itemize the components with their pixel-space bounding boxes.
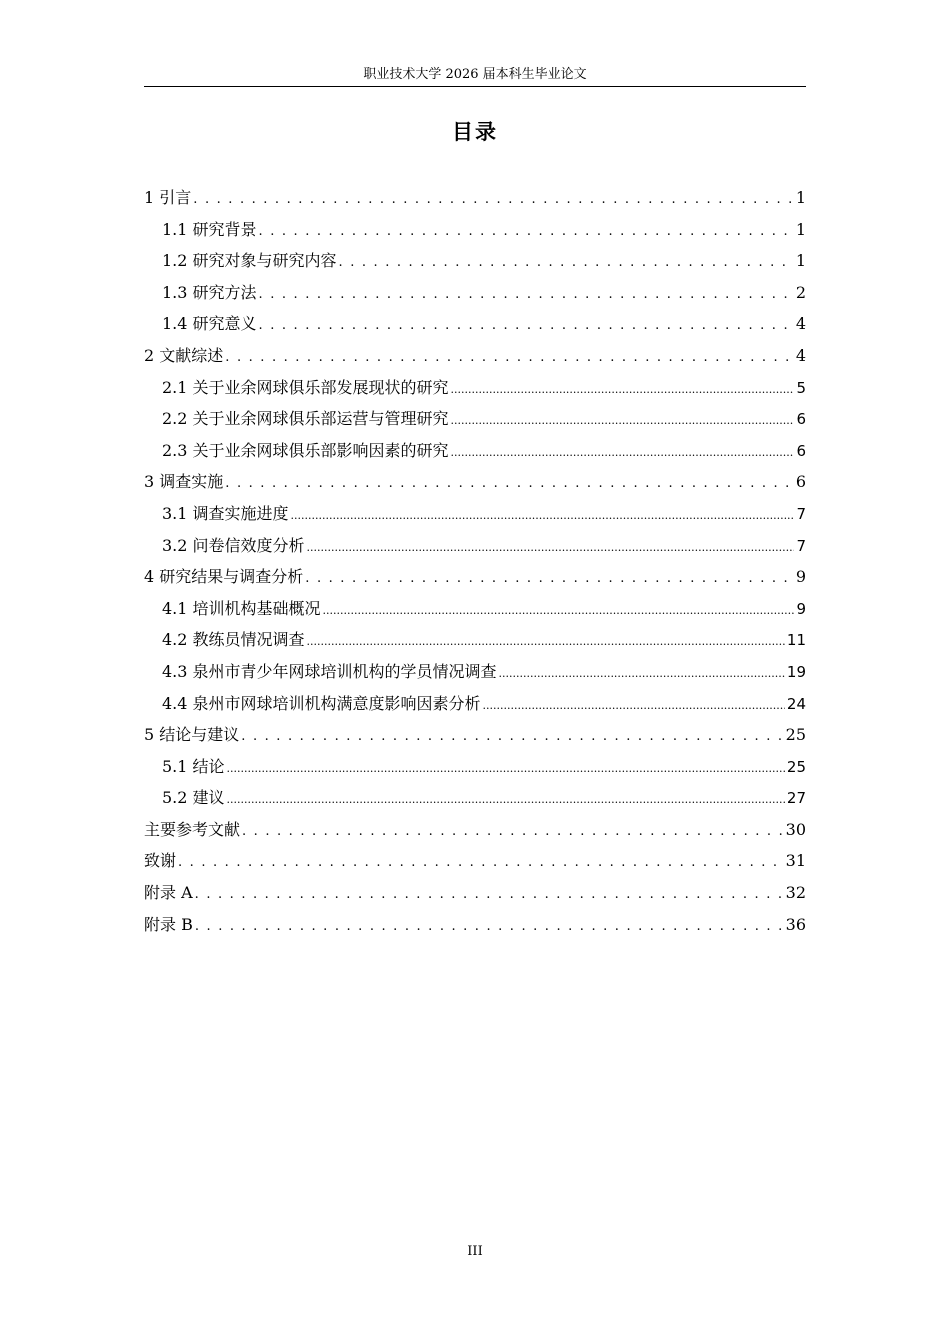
toc-entry-label: 2 文献综述	[144, 345, 224, 365]
page-header: 职业技术大学 2026 届本科生毕业论文	[363, 67, 587, 82]
toc-entry-page: 30	[785, 819, 806, 839]
toc-entry-label: 5.2 建议	[162, 788, 225, 808]
toc-leader-dots	[178, 845, 784, 879]
toc-entry[interactable]	[144, 372, 806, 404]
toc-leader-dots	[227, 751, 785, 785]
toc-entry-label: 4.2 教练员情况调查	[162, 630, 305, 650]
toc-entry[interactable]	[144, 561, 806, 593]
toc-leader-dots	[451, 372, 795, 406]
toc-leader-dots	[483, 688, 785, 722]
toc-entry-label: 致谢	[144, 851, 177, 871]
toc-entry-page: 11	[786, 631, 806, 650]
toc-leader-dots	[451, 435, 795, 469]
toc-entry[interactable]	[144, 403, 806, 435]
toc-entry-label: 5 结论与建议	[144, 725, 240, 745]
toc-entry-page: 25	[785, 725, 806, 745]
toc-entry-label: 2.3 关于业余网球俱乐部影响因素的研究	[162, 440, 449, 460]
toc-entry-label: 2.1 关于业余网球俱乐部发展现状的研究	[162, 377, 449, 397]
toc-entry[interactable]	[144, 751, 806, 783]
toc-leader-dots	[225, 466, 794, 500]
toc-entry[interactable]	[144, 845, 806, 877]
toc-entry-label: 2.2 关于业余网球俱乐部运营与管理研究	[162, 409, 449, 429]
toc-entry[interactable]	[144, 814, 806, 846]
toc-entry[interactable]	[144, 530, 806, 562]
toc-entry-page: 31	[785, 851, 806, 871]
header-rule	[144, 86, 806, 87]
toc-entry[interactable]	[144, 435, 806, 467]
toc-entry-page: 5	[796, 378, 806, 397]
toc-entry-label: 3 调查实施	[144, 472, 224, 492]
toc-entry-page: 6	[796, 441, 806, 460]
toc-entry-page: 19	[786, 662, 806, 681]
toc-entry-page: 6	[796, 410, 806, 429]
toc-leader-dots	[195, 909, 784, 943]
toc-entry-page: 2	[795, 282, 806, 302]
toc-leader-dots	[307, 624, 785, 658]
toc-leader-dots	[259, 214, 794, 248]
toc-entry-label: 4 研究结果与调查分析	[144, 567, 304, 587]
toc-entry-label: 主要参考文献	[144, 819, 241, 839]
toc-entry-label: 5.1 结论	[162, 756, 225, 776]
toc-entry[interactable]	[144, 466, 806, 498]
toc-entry-label: 4.3 泉州市青少年网球培训机构的学员情况调查	[162, 661, 497, 681]
toc-entry[interactable]	[144, 593, 806, 625]
toc-leader-dots	[193, 182, 794, 216]
toc-entry[interactable]	[144, 782, 806, 814]
toc-entry-page: 4	[795, 314, 806, 334]
toc-entry-page: 6	[795, 472, 806, 492]
toc-entry[interactable]	[144, 498, 806, 530]
toc-entry-page: 32	[785, 883, 806, 903]
toc-leader-dots	[305, 561, 794, 595]
toc-leader-dots	[225, 340, 794, 374]
toc-title: 目录	[452, 120, 498, 144]
toc-entry-page: 25	[786, 757, 806, 776]
toc-entry[interactable]	[144, 214, 806, 246]
toc-entry-page: 9	[796, 599, 806, 618]
toc-entry-page: 7	[796, 504, 806, 523]
toc-entry-label: 1.3 研究方法	[162, 282, 257, 302]
toc-entry-page: 27	[786, 789, 806, 808]
toc-entry-label: 4.4 泉州市网球培训机构满意度影响因素分析	[162, 693, 481, 713]
toc-entry-page: 7	[796, 536, 806, 555]
toc-entry-page: 1	[795, 219, 806, 239]
toc-leader-dots	[323, 593, 795, 627]
toc-entry[interactable]	[144, 277, 806, 309]
toc-leader-dots	[259, 277, 794, 311]
toc-entry-label: 1.1 研究背景	[162, 219, 257, 239]
toc-entry-label: 3.1 调查实施进度	[162, 503, 289, 523]
toc-entry-label: 1.2 研究对象与研究内容	[162, 251, 337, 271]
toc-entry[interactable]	[144, 340, 806, 372]
toc-entry[interactable]	[144, 656, 806, 688]
toc-entry-label: 1 引言	[144, 188, 192, 207]
toc-entry-page: 4	[795, 345, 806, 365]
toc-entry-label: 附录 A	[144, 883, 193, 903]
toc-entry[interactable]	[144, 182, 806, 214]
toc-entry-label: 附录 B	[144, 914, 193, 934]
toc-leader-dots	[241, 719, 783, 753]
toc-entry[interactable]	[144, 308, 806, 340]
toc-entry[interactable]	[144, 909, 806, 941]
toc-entry-page: 24	[786, 694, 806, 713]
toc-entry[interactable]	[144, 245, 806, 277]
toc-leader-dots	[259, 308, 794, 342]
toc-entry-page: 9	[795, 567, 806, 587]
toc-leader-dots	[499, 656, 785, 690]
page-number: III	[467, 1244, 483, 1259]
toc-entry-label: 3.2 问卷信效度分析	[162, 535, 305, 555]
toc-leader-dots	[339, 245, 794, 279]
toc-entry[interactable]	[144, 624, 806, 656]
toc-leader-dots	[307, 530, 795, 564]
toc-entry-label: 4.1 培训机构基础概况	[162, 598, 321, 618]
toc-leader-dots	[227, 782, 785, 816]
toc-leader-dots	[451, 403, 795, 437]
toc-entry-label: 1.4 研究意义	[162, 314, 257, 334]
toc-entry-page: 36	[785, 914, 806, 934]
toc-leader-dots	[242, 814, 784, 848]
toc-entry[interactable]	[144, 688, 806, 720]
toc-entry-page: 1	[795, 188, 806, 207]
toc-leader-dots	[195, 877, 784, 911]
toc-entry-page: 1	[795, 251, 806, 271]
toc-entry[interactable]	[144, 719, 806, 751]
table-of-contents	[144, 182, 806, 940]
toc-leader-dots	[291, 498, 795, 532]
toc-entry[interactable]	[144, 877, 806, 909]
